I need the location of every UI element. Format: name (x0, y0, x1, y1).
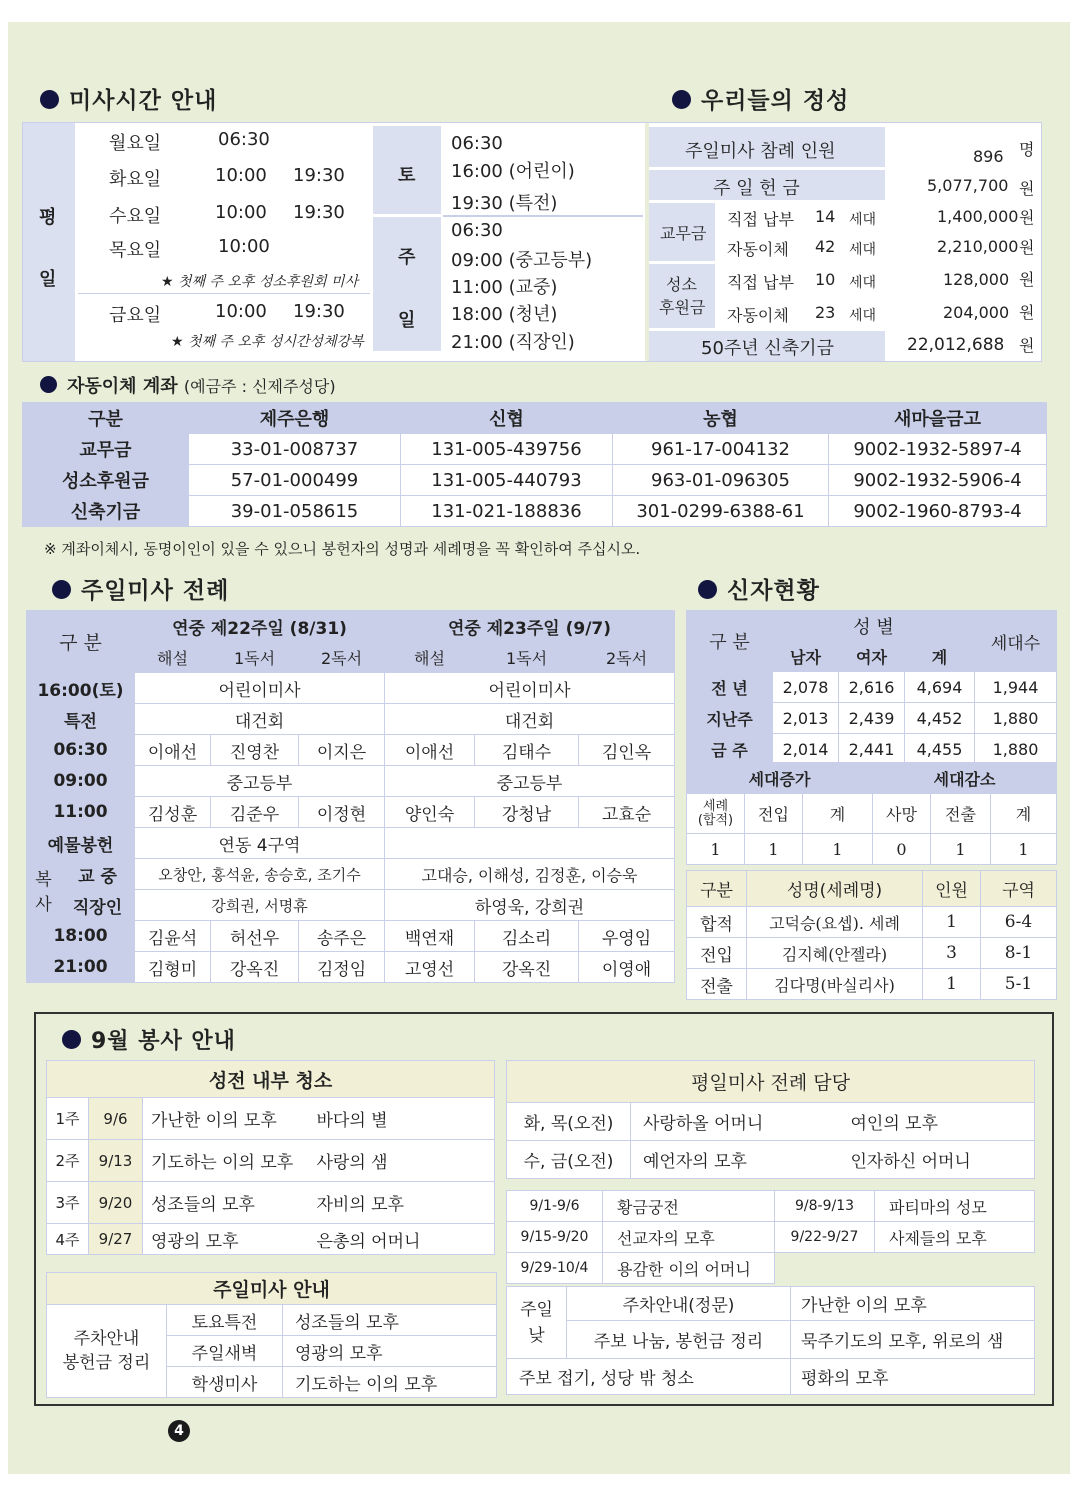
liturgy-cell: 중고등부 (385, 766, 675, 797)
table-header: 성 별 (773, 611, 975, 641)
bongsa-label: 복 사 (27, 859, 61, 921)
bullet-icon (62, 1030, 81, 1049)
mass-time: 06:30 (218, 129, 270, 150)
census-cell: 1,880 (975, 734, 1057, 765)
unit: 원 (1019, 270, 1035, 289)
row-label: 06:30 (27, 735, 135, 766)
mass-cell: 학생미사 (167, 1367, 283, 1398)
people-cell: 전출 (687, 969, 747, 1000)
liturgy-cell: 이정현 (299, 797, 385, 828)
mass-time: 19:30 (293, 165, 345, 186)
week-cell: 4주 (47, 1224, 89, 1255)
liturgy-cell: 어린이미사 (385, 673, 675, 704)
task-cell: 주차안내(정문) (567, 1287, 791, 1321)
mass-schedule-title: 미사시간 안내 (40, 82, 217, 115)
group-cell: 사랑하올 어머니 (631, 1103, 851, 1141)
saturday-time: 19:30 (특전) (451, 193, 558, 214)
week-header: 연중 제22주일 (8/31) (135, 611, 385, 642)
account-number: 57-01-000499 (189, 465, 401, 496)
table-header: 세대감소 (873, 763, 1057, 794)
group-cell: 성조들의 모후 (283, 1305, 497, 1336)
liturgy-cell: 김준우 (211, 797, 299, 828)
sunday-time: 11:00 (교중) (451, 277, 558, 298)
group-cell: 영광의 모후 (143, 1224, 307, 1255)
mass-schedule-box (22, 122, 1042, 362)
unit: 원 (1019, 208, 1035, 227)
change-value: 0 (873, 834, 931, 865)
liturgy-cell: 이지은 (299, 735, 385, 766)
people-cell: 3 (923, 938, 981, 969)
people-cell: 5-1 (981, 969, 1057, 1000)
group-cell: 황금궁전 (603, 1191, 775, 1222)
unit: 세대 (849, 242, 877, 258)
census-cell: 2,441 (839, 734, 905, 765)
census-cell: 2,078 (773, 672, 839, 703)
table-header: 세대수 (975, 611, 1057, 672)
row-label: 금 주 (687, 734, 773, 765)
day-cell: 화, 목(오전) (507, 1103, 631, 1141)
liturgy-cell: 대건회 (385, 704, 675, 735)
weekday-name: 수요일 (109, 206, 162, 227)
census-cell: 1,880 (975, 703, 1057, 734)
liturgy-cell: 양인숙 (385, 797, 475, 828)
people-cell: 6-4 (981, 907, 1057, 938)
group-cell: 기도하는 이의 모후 (283, 1367, 497, 1398)
liturgy-cell: 강청남 (475, 797, 579, 828)
accounts-title: 자동이체 계좌 (예금주 : 신제주성당) (40, 372, 336, 398)
date-cell: 9/13 (89, 1140, 143, 1182)
weekday-label: 평 (39, 207, 57, 228)
census-cell: 2,014 (773, 734, 839, 765)
group-cell: 성조들의 모후 (143, 1182, 307, 1224)
service-title: 9월 봉사 안내 (62, 1024, 236, 1055)
unit: 세대 (849, 275, 877, 291)
task-cell: 주보 나눔, 봉헌금 정리 (567, 1321, 791, 1359)
group-cell: 사제들의 모후 (875, 1222, 1035, 1253)
group-cell: 기도하는 이의 모후 (143, 1140, 307, 1182)
table-header: 구분 (687, 871, 747, 907)
attendance-label: 주일미사 참례 인원 (685, 141, 836, 162)
census-cell: 2,013 (773, 703, 839, 734)
sunday-time: 18:00 (청년) (451, 304, 558, 325)
payment-type: 직접 납부 (727, 273, 794, 292)
census-table (686, 610, 1057, 765)
group-cell: 가난한 이의 모후 (143, 1098, 307, 1140)
weekday-name: 목요일 (109, 240, 162, 261)
change-value: 1 (745, 834, 803, 865)
census-title: 신자현황 (698, 572, 820, 605)
bullet-icon (40, 376, 57, 393)
liturgy-cell: 송주은 (299, 921, 385, 952)
row-label: 직장인 (61, 890, 135, 921)
liturgy-cell: 대건회 (135, 704, 385, 735)
mass-time: 19:30 (293, 301, 345, 322)
change-header: 세례 (합적) (687, 794, 745, 834)
row-label: 지난주 (687, 703, 773, 734)
account-number: 961-17-004132 (613, 434, 829, 465)
week-header: 연중 제23주일 (9/7) (385, 611, 675, 642)
table-header: 구 분 (687, 611, 773, 672)
mass-cell: 주일새벽 (167, 1336, 283, 1367)
people-cell: 1 (923, 969, 981, 1000)
unit: 세대 (849, 308, 877, 324)
saturday-time: 06:30 (451, 133, 503, 154)
liturgy-cell: 김태수 (475, 735, 579, 766)
household-change-table (686, 762, 1057, 865)
sub-header: 해설 (385, 642, 475, 673)
row-label: 예물봉헌 (27, 828, 135, 859)
sunday-mass-table (46, 1272, 497, 1398)
table-header: 평일미사 전례 담당 (507, 1061, 1035, 1103)
payment-type: 직접 납부 (727, 210, 794, 229)
group-cell: 묵주기도의 모후, 위로의 샘 (791, 1321, 1035, 1359)
day-cell: 수, 금(오전) (507, 1141, 631, 1179)
mass-time: 10:00 (215, 202, 267, 223)
cleaning-table (46, 1060, 495, 1255)
people-cell: 합적 (687, 907, 747, 938)
people-change-table (686, 870, 1057, 1000)
accounts-note: ※ 계좌이체시, 동명이인이 있을 수 있으니 봉헌자의 성명과 세례명을 꼭 확인하여 주십시오. (44, 540, 641, 558)
seongso-label: 성소 (666, 275, 697, 294)
row-label: 교 중 (61, 859, 135, 890)
week-range: 9/1-9/6 (507, 1191, 603, 1222)
mass-time: 10:00 (218, 236, 270, 257)
accounts-table (22, 402, 1047, 527)
group-cell: 영광의 모후 (283, 1336, 497, 1367)
liturgy-cell: 김소리 (475, 921, 579, 952)
bullet-icon (52, 580, 71, 599)
weekday-name: 월요일 (109, 133, 162, 154)
liturgy-cell (385, 828, 675, 859)
week-range: 9/8-9/13 (775, 1191, 875, 1222)
sub-header: 2독서 (579, 642, 675, 673)
attendance-value: 896 (973, 147, 1004, 166)
sub-header: 계 (905, 641, 975, 672)
people-cell: 김다명(바실리사) (747, 969, 923, 1000)
group-cell: 용감한 이의 어머니 (603, 1253, 775, 1284)
account-number: 9002-1932-5897-4 (829, 434, 1047, 465)
table-header: 신협 (401, 403, 613, 434)
row-label: 11:00 (27, 797, 135, 828)
week-cell: 1주 (47, 1098, 89, 1140)
weekday-label: 일 (39, 269, 57, 290)
change-value: 1 (991, 834, 1057, 865)
sunday-time: 09:00 (중고등부) (451, 250, 593, 271)
change-value: 1 (931, 834, 991, 865)
account-number: 131-005-440793 (401, 465, 613, 496)
page-number: 4 (168, 1420, 190, 1442)
bullet-icon (672, 90, 691, 109)
gyomu-label: 교무금 (660, 224, 707, 243)
liturgy-cell: 이애선 (135, 735, 211, 766)
household-count: 14 (815, 207, 836, 226)
sub-header: 1독서 (475, 642, 579, 673)
bullet-icon (698, 580, 717, 599)
change-header: 계 (991, 794, 1057, 834)
group-cell: 파티마의 성모 (875, 1191, 1035, 1222)
group-cell: 바다의 별 (307, 1098, 495, 1140)
weekday-liturgy-table (506, 1060, 1035, 1179)
liturgy-cell: 고효순 (579, 797, 675, 828)
seongso-label: 후원금 (659, 298, 706, 317)
sub-header: 남자 (773, 641, 839, 672)
account-type: 신축기금 (23, 496, 189, 527)
liturgy-cell: 오창안, 홍석윤, 송승호, 조기수 (135, 859, 385, 890)
unit: 명 (1019, 140, 1035, 159)
note-friday: ★ 첫째 주 오후 성시간성체강복 (171, 334, 364, 350)
divider (443, 215, 643, 217)
unit: 원 (1019, 303, 1035, 322)
row-label: 09:00 (27, 766, 135, 797)
change-value: 1 (803, 834, 873, 865)
table-header: 구 분 (27, 611, 135, 673)
liturgy-cell: 김정임 (299, 952, 385, 983)
week-cell: 3주 (47, 1182, 89, 1224)
table-header: 주일미사 안내 (47, 1273, 497, 1305)
mass-time: 10:00 (215, 301, 267, 322)
saturday-time: 16:00 (어린이) (451, 161, 575, 182)
liturgy-cell: 연동 4구역 (135, 828, 385, 859)
table-header: 세대증가 (687, 763, 873, 794)
people-cell: 8-1 (981, 938, 1057, 969)
liturgy-table (26, 610, 675, 983)
account-number: 9002-1960-8793-4 (829, 496, 1047, 527)
account-number: 9002-1932-5906-4 (829, 465, 1047, 496)
amount: 2,210,000 (937, 237, 1019, 256)
weekday-name: 화요일 (109, 169, 162, 190)
people-cell: 김지혜(안젤라) (747, 938, 923, 969)
row-label: 특전 (27, 704, 135, 735)
group-cell: 은총의 어머니 (307, 1224, 495, 1255)
liturgy-cell: 진영찬 (211, 735, 299, 766)
payment-type: 자동이체 (727, 240, 789, 259)
people-cell: 고덕승(요셉). 세례 (747, 907, 923, 938)
mass-time: 10:00 (215, 165, 267, 186)
table-header: 구분 (23, 403, 189, 434)
household-count: 10 (815, 270, 836, 289)
weekday-name: 금요일 (109, 305, 162, 326)
liturgy-cell: 우영임 (579, 921, 675, 952)
liturgy-cell: 허선우 (211, 921, 299, 952)
census-cell: 2,439 (839, 703, 905, 734)
payment-type: 자동이체 (727, 306, 789, 325)
liturgy-title: 주일미사 전례 (52, 572, 229, 605)
account-type: 교무금 (23, 434, 189, 465)
liturgy-cell: 강옥진 (475, 952, 579, 983)
sub-header: 1독서 (211, 642, 299, 673)
sunday-noon-table (506, 1286, 1035, 1395)
divider (78, 293, 370, 294)
household-count: 42 (815, 237, 836, 256)
week-cell: 2주 (47, 1140, 89, 1182)
table-header: 성명(세례명) (747, 871, 923, 907)
note-thursday: ★ 첫째 주 오후 성소후원회 미사 (161, 274, 359, 290)
table-header: 성전 내부 청소 (47, 1061, 495, 1098)
liturgy-cell: 강옥진 (211, 952, 299, 983)
change-header: 계 (803, 794, 873, 834)
parking-label: 주차안내 봉헌금 정리 (47, 1305, 167, 1398)
weekday-label-cell (23, 123, 75, 361)
group-cell: 가난한 이의 모후 (791, 1287, 1035, 1321)
account-number: 39-01-058615 (189, 496, 401, 527)
table-header: 제주은행 (189, 403, 401, 434)
fund-value: 22,012,688 (907, 335, 1005, 355)
table-header: 새마을금고 (829, 403, 1047, 434)
sub-header: 여자 (839, 641, 905, 672)
liturgy-cell: 이애선 (385, 735, 475, 766)
saturday-label: 토 (398, 165, 416, 186)
sunday-label: 일 (398, 310, 416, 331)
account-number: 131-005-439756 (401, 434, 613, 465)
date-cell: 9/20 (89, 1182, 143, 1224)
group-cell: 예언자의 모후 (631, 1141, 851, 1179)
amount: 128,000 (943, 270, 1010, 289)
sub-header: 2독서 (299, 642, 385, 673)
sub-header: 해설 (135, 642, 211, 673)
offering-title: 우리들의 정성 (672, 82, 849, 115)
people-cell: 전입 (687, 938, 747, 969)
liturgy-cell: 김성훈 (135, 797, 211, 828)
liturgy-cell: 김인옥 (579, 735, 675, 766)
sunday-offering-value: 5,077,700 (927, 176, 1009, 195)
group-cell: 인자하신 어머니 (851, 1141, 1035, 1179)
liturgy-cell: 김형미 (135, 952, 211, 983)
group-cell: 사랑의 샘 (307, 1140, 495, 1182)
liturgy-cell: 어린이미사 (135, 673, 385, 704)
unit: 원 (1019, 179, 1035, 198)
liturgy-cell: 이영애 (579, 952, 675, 983)
sunday-label: 주 (398, 247, 416, 268)
group-cell: 선교자의 모후 (603, 1222, 775, 1253)
liturgy-cell: 백연재 (385, 921, 475, 952)
unit: 원 (1019, 336, 1035, 355)
liturgy-cell: 중고등부 (135, 766, 385, 797)
account-number: 963-01-096305 (613, 465, 829, 496)
group-cell: 자비의 모후 (307, 1182, 495, 1224)
week-range: 9/22-9/27 (775, 1222, 875, 1253)
group-cell: 평화의 모후 (791, 1359, 1035, 1395)
bullet-icon (40, 90, 59, 109)
unit: 원 (1019, 238, 1035, 257)
noon-label: 주일 낮 (507, 1287, 567, 1359)
sunday-time: 21:00 (직장인) (451, 332, 575, 353)
account-number: 131-021-188836 (401, 496, 613, 527)
table-header: 구역 (981, 871, 1057, 907)
account-type: 성소후원금 (23, 465, 189, 496)
census-cell: 4,455 (905, 734, 975, 765)
amount: 204,000 (943, 303, 1010, 322)
week-range: 9/15-9/20 (507, 1222, 603, 1253)
unit: 세대 (849, 212, 877, 228)
table-header: 농협 (613, 403, 829, 434)
liturgy-cell: 강희권, 서명휴 (135, 890, 385, 921)
change-header: 전입 (745, 794, 803, 834)
row-label: 21:00 (27, 952, 135, 983)
mass-cell: 토요특전 (167, 1305, 283, 1336)
household-count: 23 (815, 303, 836, 322)
liturgy-cell: 하영욱, 강희권 (385, 890, 675, 921)
sunday-time: 06:30 (451, 220, 503, 241)
weekly-schedule-table (506, 1190, 1035, 1284)
table-header: 인원 (923, 871, 981, 907)
account-number: 33-01-008737 (189, 434, 401, 465)
liturgy-cell: 김윤석 (135, 921, 211, 952)
week-range: 9/29-10/4 (507, 1253, 603, 1284)
empty-cell (775, 1253, 1035, 1284)
row-label: 전 년 (687, 672, 773, 703)
people-cell: 1 (923, 907, 981, 938)
census-cell: 1,944 (975, 672, 1057, 703)
census-cell: 4,694 (905, 672, 975, 703)
account-number: 301-0299-6388-61 (613, 496, 829, 527)
task-cell: 주보 접기, 성당 밖 청소 (507, 1359, 791, 1395)
row-label: 18:00 (27, 921, 135, 952)
change-value: 1 (687, 834, 745, 865)
row-label: 16:00(토) (27, 673, 135, 704)
fund-label: 50주년 신축기금 (701, 338, 834, 359)
sunday-offering-label: 주 일 헌 금 (713, 178, 800, 199)
census-cell: 4,452 (905, 703, 975, 734)
group-cell: 여인의 모후 (851, 1103, 1035, 1141)
date-cell: 9/6 (89, 1098, 143, 1140)
amount: 1,400,000 (937, 207, 1019, 226)
liturgy-cell: 고영선 (385, 952, 475, 983)
change-header: 전출 (931, 794, 991, 834)
date-cell: 9/27 (89, 1224, 143, 1255)
liturgy-cell: 고대승, 이해성, 김정훈, 이승욱 (385, 859, 675, 890)
census-cell: 2,616 (839, 672, 905, 703)
mass-time: 19:30 (293, 202, 345, 223)
change-header: 사망 (873, 794, 931, 834)
